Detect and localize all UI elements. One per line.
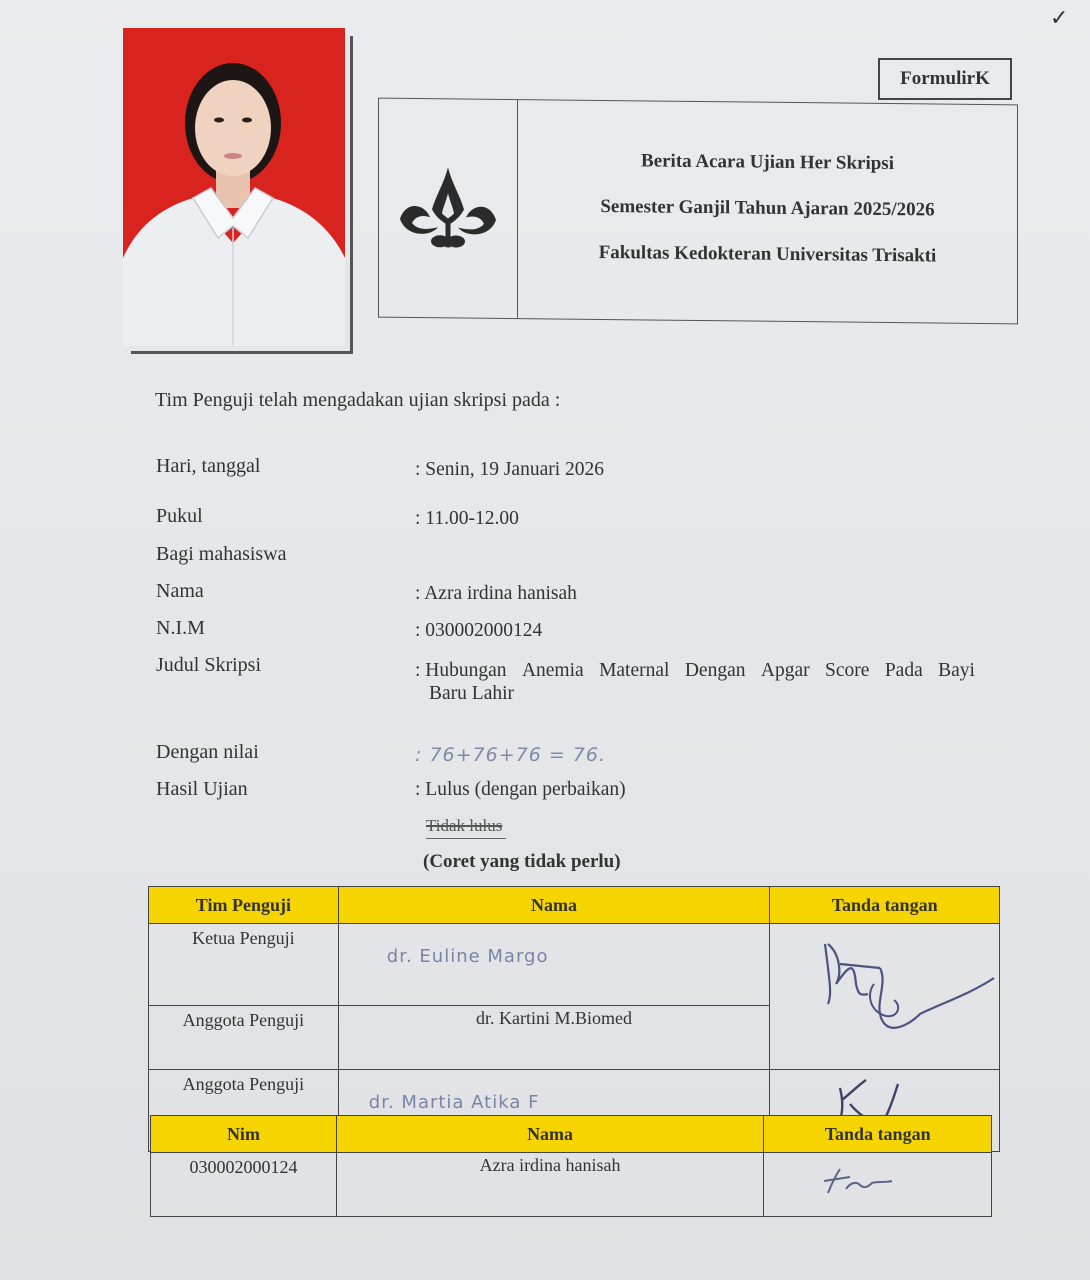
form-code-box: FormulirK [878,58,1012,100]
nilai-value-handwritten: : 76+76+76 = 76. [415,744,607,766]
judul-word: Maternal [599,660,670,681]
document-header [378,98,1018,325]
header-tanda-tangan: Tanda tangan [770,887,1000,924]
coret-note: (Coret yang tidak perlu) [423,851,621,872]
judul-word: Bayi [938,660,975,681]
student-table [150,1115,992,1217]
judul-word: Score [825,660,870,681]
header-tanda-tangan: Tanda tangan [764,1116,992,1153]
table-header-row [149,887,1000,924]
role-cell: Ketua Penguji [149,924,339,1006]
university-logo [379,99,518,318]
examiner-name-handwritten: dr. Euline Margo [338,924,769,1006]
nama-label: Nama [156,580,204,602]
signature-icon [770,924,998,1042]
signature-cell [770,924,1000,1070]
student-nim: 030002000124 [151,1153,337,1217]
judul-word: Apgar [760,660,810,681]
judul-value: : Hubungan Anemia Maternal Dengan Apgar Score Pada Bayi Baru Lahir [415,660,975,704]
header-title: Berita Acara Ujian Her Skripsi [641,150,894,175]
judul-line2: Baru Lahir [429,683,515,704]
judul-word: Anemia [521,660,584,681]
examiner-name-handwritten: dr. Martia Atika F [338,1070,769,1152]
nim-value: : 030002000124 [415,620,543,641]
bagi-mahasiswa-label: Bagi mahasiswa [156,543,287,565]
student-photo [123,28,345,346]
header-faculty: Fakultas Kedokteran Universitas Trisakti [598,241,937,267]
tidak-lulus-struck: Tidak lulus [426,816,503,835]
header-tim-penguji: Tim Penguji [149,887,339,924]
hari-label: Hari, tanggal [156,455,261,477]
student-name: Azra irdina hanisah [336,1153,763,1217]
nilai-label: Dengan nilai [156,741,259,763]
header-nama: Nama [338,887,769,924]
hari-value: : Senin, 19 Januari 2026 [415,459,605,480]
judul-word: Dengan [684,660,746,681]
pukul-value: : 11.00-12.00 [415,508,519,529]
judul-label: Judul Skripsi [156,654,262,676]
examiner-name: dr. Kartini M.Biomed [338,1006,769,1070]
table-header-row [151,1116,992,1153]
judul-word: Pada [884,660,923,681]
intro-text: Tim Penguji telah mengadakan ujian skripsi pada : [155,389,561,411]
signature-icon [764,1153,990,1211]
header-nama: Nama [336,1116,763,1153]
table-row [149,924,1000,1006]
nama-value: : Azra irdina hanisah [415,583,577,604]
signature-cell [764,1153,992,1217]
examiners-table [148,886,1000,1152]
hasil-value: : Lulus (dengan perbaikan) [415,779,626,800]
header-semester: Semester Ganjil Tahun Ajaran 2025/2026 [600,195,935,221]
role-cell: Anggota Penguji [149,1006,339,1070]
judul-word: Hubungan [425,660,507,681]
header-nim: Nim [151,1116,337,1153]
role-cell: Anggota Penguji [149,1070,339,1152]
nim-label: N.I.M [156,617,205,639]
hasil-label: Hasil Ujian [156,778,248,800]
table-row [151,1153,992,1217]
check-mark: ✓ [1050,6,1069,31]
trisakti-logo-icon [396,165,500,252]
pukul-label: Pukul [156,505,203,527]
